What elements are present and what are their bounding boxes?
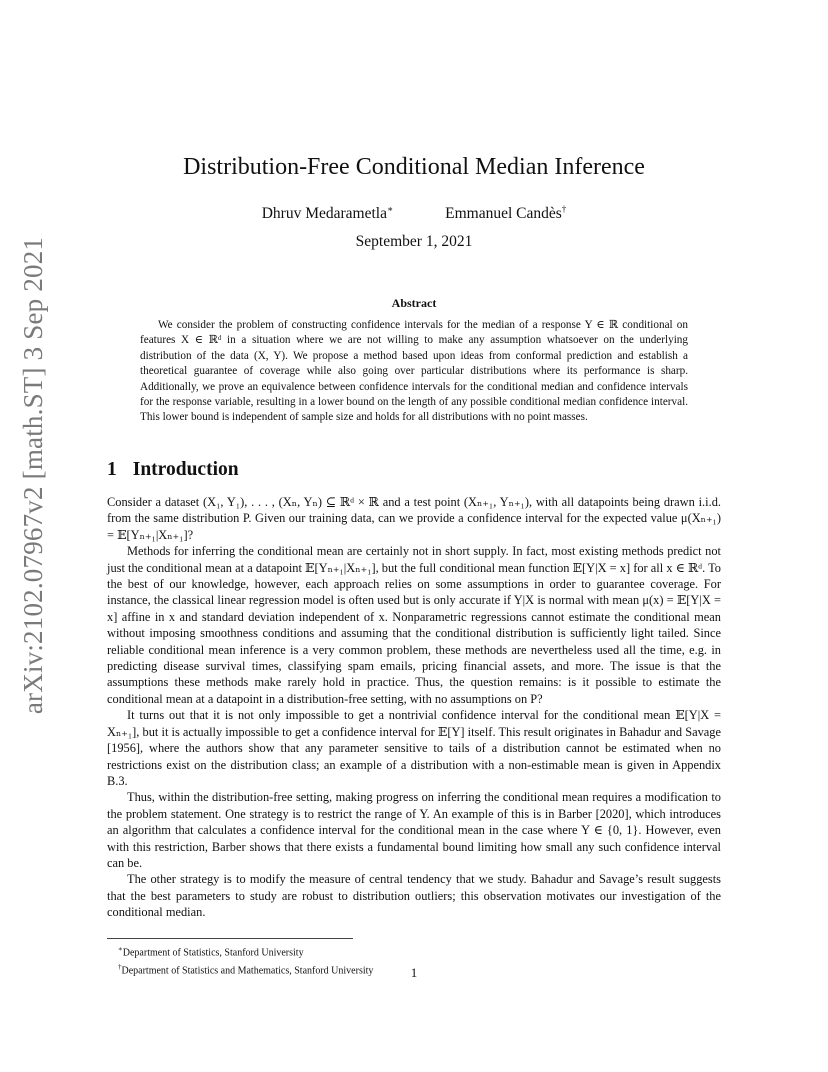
- footnote-mark: †: [118, 963, 122, 972]
- author-name: Dhruv Medarametla: [261, 205, 387, 223]
- page-number: 1: [410, 965, 418, 980]
- footnote-mark: ∗: [118, 945, 123, 953]
- author-footnote-mark: ∗: [386, 204, 394, 214]
- arxiv-identifier-text: arXiv:2102.07967v2 [math.ST] 3 Sep 2021: [18, 236, 49, 714]
- paragraph: Consider a dataset (X₁, Y₁), . . . , (Xₙ, Yₙ) ⊆ ℝᵈ × ℝ and a test point (Xₙ₊₁, Yₙ₊₁), with all datapoints being drawn i.i.d. from the same distribution P. Given our training data, can we provide a confidence interval for the expected value μ(Xₙ₊₁) = 𝔼[Yₙ₊₁|Xₙ₊₁]?: [107, 495, 721, 542]
- author-name: Emmanuel Candès: [445, 205, 562, 223]
- author-list: [100, 204, 728, 223]
- footnote-divider: [107, 938, 353, 939]
- paragraph: It turns out that it is not only impossible to get a nontrivial confidence interval for the conditional mean 𝔼[Y|X = Xₙ₊₁], but it is actually impossible to get a confidence interval for 𝔼[Y] itself. This result originates in Bahadur and Savage [1956], where the authors show that any parameter sensitive to tails of a distribution cannot be estimated when no restrictions exist on the distribution class; an example of a distribution with a non-estimable mean is given in Appendix B.3.: [107, 708, 721, 788]
- paper-title: Distribution-Free Conditional Median Inference: [183, 154, 645, 180]
- introduction-body: [107, 494, 721, 921]
- section-heading: [107, 459, 239, 481]
- author: [262, 204, 393, 223]
- section-number: 1: [107, 459, 117, 480]
- paragraph: Methods for inferring the conditional mean are certainly not in short supply. In fact, most existing methods predict not just the conditional mean at a datapoint 𝔼[Yₙ₊₁|Xₙ₊₁], but the full conditional mean function 𝔼[Y|X = x] for all x ∈ ℝᵈ. To the best of our knowledge, however, each approach relies on some assumptions in order to guarantee coverage. For instance, the classical linear regression model is often used but is only accurate if Y|X is normal with mean μ(x) = 𝔼[Y|X = x] affine in x and standard deviation independent of x. Nonparametric regressions cannot estimate the conditional mean without imposing smoothness conditions and assuming that the conditional distribution is sufficiently light tailed. Since reliable conditional mean inference is a very common problem, these methods are nevertheless used all the time, e.g. in predicting disease survival times, classifying spam emails, pricing financial assets, and more. The issue is that the assumptions these methods make rarely hold in practice. Thus, the question remains: is it possible to estimate the conditional mean at a datapoint in a distribution-free setting, with no assumptions on P?: [107, 544, 721, 706]
- footnote: [118, 942, 373, 960]
- abstract-text: We consider the problem of constructing confidence intervals for the median of a response Y ∈ ℝ conditional on features X ∈ ℝᵈ in a situation where we are not willing to make any assumption whatsoever on the underlying distribution of the data (X, Y). We propose a method based upon ideas from conformal prediction and establish a theoretical guarantee of coverage while also going over particular distributions where its performance is sharp. Additionally, we prove an equivalence between confidence intervals for the conditional median and confidence intervals for the response variable, resulting in a lower bound on the length of any possible conditional median confidence interval. This lower bound is independent of sample size and holds for all distributions with no point masses.: [140, 319, 688, 424]
- abstract-body: [140, 318, 688, 426]
- abstract-heading: Abstract: [391, 296, 437, 310]
- footnote-text: Department of Statistics and Mathematics, Stanford University: [121, 965, 374, 977]
- paragraph: The other strategy is to modify the measure of central tendency that we study. Bahadur and Savage’s result suggests that the best parameters to study are robust to distribution outliers; this observation motivates our investigation of the conditional median.: [107, 872, 721, 920]
- author: [445, 204, 566, 223]
- author-footnote-mark: †: [561, 204, 567, 214]
- footnote-text: Department of Statistics, Stanford University: [122, 947, 304, 959]
- section-title: Introduction: [132, 459, 239, 480]
- paragraph: Thus, within the distribution-free setting, making progress on inferring the conditional mean requires a modification to the problem statement. One strategy is to restrict the range of Y. An example of this is in Barber [2020], which introduces an algorithm that calculates a confidence interval for the conditional mean in the case where Y ∈ {0, 1}. However, even with this restriction, Barber shows that there exists a fundamental bound limiting how small any such confidence interval can be.: [107, 790, 721, 870]
- arxiv-identifier-stamp: [16, 236, 52, 714]
- paper-date: September 1, 2021: [355, 233, 473, 250]
